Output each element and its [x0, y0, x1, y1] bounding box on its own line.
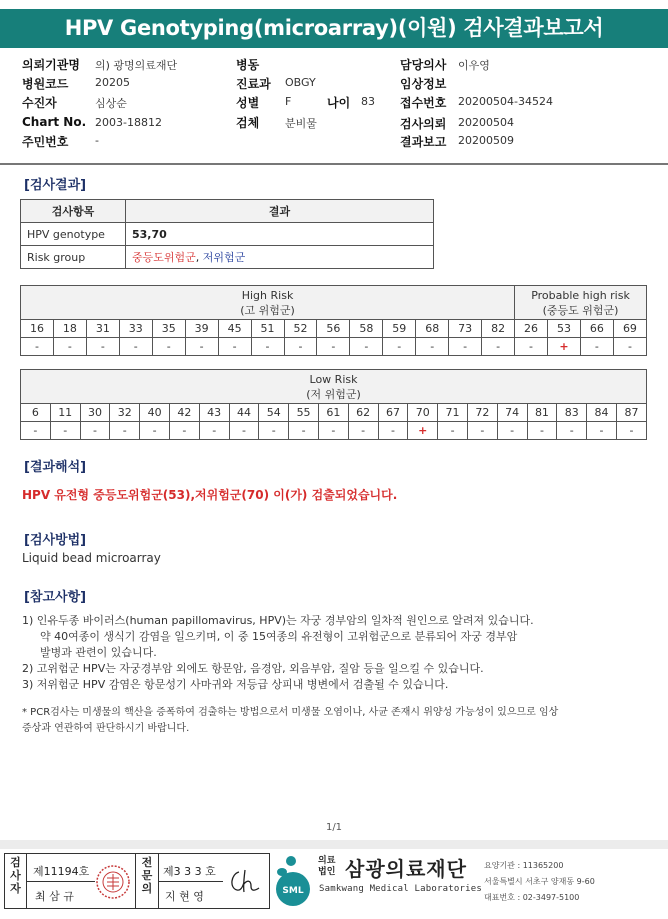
- patient-value: 심상순: [95, 97, 127, 110]
- genotype-result-cell: -: [259, 422, 289, 440]
- genotype-result-cell: -: [348, 422, 378, 440]
- doctor-value: 이우영: [458, 59, 490, 72]
- genotype-result-cell: -: [587, 422, 617, 440]
- genotype-type-cell: 61: [318, 404, 348, 422]
- genotype-result-cell: -: [613, 338, 646, 356]
- genotype-result-cell: -: [527, 422, 557, 440]
- genotype-result-cell: +: [548, 338, 581, 356]
- request-label: 검사의뢰: [400, 117, 447, 131]
- genotype-type-cell: 40: [140, 404, 170, 422]
- age-label: 나이: [327, 96, 351, 110]
- resident-no-value: -: [95, 134, 99, 147]
- examiner-name: 최 삼 규: [35, 890, 74, 903]
- genotype-type-cell: 16: [21, 320, 54, 338]
- high-risk-result-row: [21, 338, 647, 356]
- examiner-label: [5, 854, 27, 908]
- institution-label: 의뢰기관명: [22, 58, 80, 72]
- genotype-type-cell: 52: [284, 320, 317, 338]
- genotype-result-cell: -: [284, 338, 317, 356]
- genotype-type-cell: 51: [251, 320, 284, 338]
- organization-name: 삼광의료재단: [345, 857, 467, 881]
- specialist-label-text: 전문의: [141, 856, 153, 895]
- genotype-result-cell: -: [378, 422, 408, 440]
- method-text: Liquid bead microarray: [22, 551, 161, 565]
- high-risk-genotype-table: [20, 285, 647, 356]
- low-risk-result-row: [21, 422, 647, 440]
- result-table: [20, 199, 434, 269]
- report-label: 결과보고: [400, 135, 447, 149]
- ward-label: 병동: [236, 58, 260, 72]
- genotype-type-cell: 71: [438, 404, 468, 422]
- notes-list: [22, 613, 652, 693]
- specimen-label: 검체: [236, 116, 260, 130]
- dept-value: OBGY: [285, 76, 316, 89]
- genotype-type-cell: 73: [449, 320, 482, 338]
- genotype-type-cell: 53: [548, 320, 581, 338]
- receipt-label: 접수번호: [400, 96, 447, 110]
- high-risk-header-ko: (고 위험군): [240, 303, 295, 317]
- genotype-type-cell: 54: [259, 404, 289, 422]
- institution-no: 요양기관 : 11365200: [484, 861, 564, 870]
- genotype-type-cell: 44: [229, 404, 259, 422]
- genotype-result-cell: -: [497, 422, 527, 440]
- sex-value: F: [285, 95, 292, 108]
- chart-no-value: 2003-18812: [95, 116, 162, 129]
- genotype-result-cell: -: [557, 422, 587, 440]
- resident-no-label: 주민번호: [22, 135, 69, 149]
- organization-name-en: Samkwang Medical Laboratories: [319, 884, 482, 894]
- result-section-title: [검사결과]: [24, 178, 87, 193]
- genotype-type-cell: 72: [467, 404, 497, 422]
- low-risk-type-row: [21, 404, 647, 422]
- note-1: 1) 인유두종 바이러스(human papillomavirus, HPV)는 자궁 경부암의 일차적 원인으로 알려져 있습니다.: [22, 614, 534, 627]
- specimen-value: 분비물: [285, 117, 317, 130]
- high-risk-header-en: High Risk: [241, 288, 294, 302]
- institution-value: 의) 광명의료재단: [95, 59, 178, 72]
- genotype-result-cell: -: [317, 338, 350, 356]
- low-risk-header: [21, 370, 647, 404]
- genotype-type-cell: 18: [53, 320, 86, 338]
- table-row: [21, 246, 434, 269]
- genotype-result-cell: -: [318, 422, 348, 440]
- pcr-note-line: 증상과 연관하여 판단하시기 바랍니다.: [22, 723, 190, 734]
- probable-header: [515, 286, 647, 320]
- genotype-type-cell: 83: [557, 404, 587, 422]
- genotype-result-cell: -: [251, 338, 284, 356]
- genotype-result-cell: -: [86, 338, 119, 356]
- genotype-type-cell: 35: [152, 320, 185, 338]
- clinical-label: 임상정보: [400, 77, 447, 91]
- chart-no-label: Chart No.: [22, 115, 87, 129]
- genotype-type-cell: 42: [169, 404, 199, 422]
- genotype-type-cell: 70: [408, 404, 438, 422]
- sml-logo-icon: [272, 853, 316, 909]
- interpretation-section-title: [결과해석]: [24, 460, 87, 475]
- genotype-type-cell: 81: [527, 404, 557, 422]
- genotype-result-cell: -: [21, 338, 54, 356]
- genotype-result-cell: -: [119, 338, 152, 356]
- age-value: 83: [361, 95, 375, 108]
- risk-group-label: Risk group: [21, 246, 126, 269]
- patient-info: [22, 56, 662, 156]
- legal-entity-label: [318, 856, 335, 878]
- divider: [159, 881, 223, 882]
- signature-box: [4, 853, 270, 909]
- specialist-name: 지 현 영: [165, 890, 204, 903]
- genotype-type-cell: 62: [348, 404, 378, 422]
- pcr-note: [22, 705, 642, 737]
- genotype-result-cell: -: [467, 422, 497, 440]
- genotype-result-cell: -: [416, 338, 449, 356]
- genotype-type-cell: 84: [587, 404, 617, 422]
- doctor-label: 담당의사: [400, 58, 447, 72]
- divider: [27, 881, 95, 882]
- organization-phone: 대표번호 : 02-3497-5100: [484, 893, 580, 902]
- risk-low: 저위험군: [202, 251, 246, 264]
- genotype-result-cell: -: [515, 338, 548, 356]
- header-divider: [0, 163, 668, 165]
- examiner-license: 제11194호: [33, 865, 90, 878]
- risk-separator: ,: [195, 251, 203, 264]
- genotype-type-cell: 43: [199, 404, 229, 422]
- receipt-value: 20200504-34524: [458, 95, 553, 108]
- genotype-result-cell: -: [449, 338, 482, 356]
- genotype-result-cell: -: [50, 422, 80, 440]
- genotype-result-cell: -: [229, 422, 259, 440]
- genotype-type-cell: 39: [185, 320, 218, 338]
- organization-address: 서울특별시 서초구 양재동 9-60: [484, 877, 595, 886]
- logo-text: SML: [282, 886, 304, 896]
- note-1-cont: 약 40여종이 생식기 감염을 일으키며, 이 중 15여종의 유전형이 고위험군으로 분류되어 자궁 경부암: [40, 630, 518, 643]
- col-item-header: 검사항목: [21, 200, 126, 223]
- legal-label-1: 의료: [318, 856, 336, 866]
- examiner-label-text: 검사자: [10, 856, 21, 895]
- hospital-code-label: 병원코드: [22, 77, 69, 91]
- genotype-type-cell: 69: [613, 320, 646, 338]
- page-number: 1/1: [325, 822, 343, 833]
- interpretation-text: HPV 유전형 중등도위험군(53),저위험군(70) 이(가) 검출되었습니다.: [22, 488, 398, 502]
- genotype-type-cell: 6: [21, 404, 51, 422]
- note-1-cont: 발병과 관련이 있습니다.: [40, 646, 157, 659]
- notes-section-title: [참고사항]: [24, 590, 87, 605]
- report-value: 20200509: [458, 134, 514, 147]
- table-row: [21, 223, 434, 246]
- genotype-type-cell: 11: [50, 404, 80, 422]
- low-risk-header-ko: (저 위험군): [306, 387, 361, 401]
- sex-label: 성별: [236, 96, 260, 110]
- genotype-type-cell: 68: [416, 320, 449, 338]
- col-result-header: 결과: [126, 200, 434, 223]
- genotype-result-cell: -: [140, 422, 170, 440]
- genotype-type-cell: 58: [350, 320, 383, 338]
- legal-label-2: 법인: [318, 867, 336, 877]
- genotype-type-cell: 30: [80, 404, 110, 422]
- genotype-type-cell: 55: [289, 404, 319, 422]
- genotype-result-cell: -: [289, 422, 319, 440]
- genotype-value: 53,70: [126, 223, 434, 246]
- examiner-seal-icon: [95, 864, 131, 900]
- probable-header-ko: (중등도 위험군): [542, 303, 619, 317]
- genotype-type-cell: 26: [515, 320, 548, 338]
- pcr-note-line: * PCR검사는 미생물의 핵산을 증폭하여 검출하는 방법으로서 미생물 오염이나, 사균 존재시 위양성 가능성이 있으므로 임상: [22, 707, 559, 718]
- specialist-label: [135, 854, 159, 908]
- request-value: 20200504: [458, 116, 514, 129]
- patient-label: 수진자: [22, 96, 57, 110]
- report-title: HPV Genotyping(microarray)(이원) 검사결과보고서: [0, 9, 668, 48]
- genotype-result-cell: -: [53, 338, 86, 356]
- specialist-license: 제3 3 3 호: [163, 865, 216, 878]
- genotype-type-cell: 56: [317, 320, 350, 338]
- organization-info: [484, 858, 595, 906]
- genotype-label: HPV genotype: [21, 223, 126, 246]
- genotype-type-cell: 32: [110, 404, 140, 422]
- low-risk-genotype-table: [20, 369, 647, 440]
- footer-divider: [0, 840, 668, 849]
- specialist-signature-icon: [227, 866, 265, 898]
- genotype-result-cell: -: [218, 338, 251, 356]
- genotype-result-cell: -: [383, 338, 416, 356]
- genotype-type-cell: 31: [86, 320, 119, 338]
- genotype-result-cell: -: [110, 422, 140, 440]
- genotype-type-cell: 82: [482, 320, 515, 338]
- dept-label: 진료과: [236, 77, 271, 91]
- probable-header-en: Probable high risk: [531, 288, 630, 302]
- genotype-result-cell: +: [408, 422, 438, 440]
- genotype-result-cell: -: [80, 422, 110, 440]
- note-2: 2) 고위험군 HPV는 자궁경부암 외에도 항문암, 음경암, 외음부암, 질암 등을 일으킬 수 있습니다.: [22, 662, 484, 675]
- high-risk-header: [21, 286, 515, 320]
- genotype-type-cell: 87: [616, 404, 646, 422]
- genotype-result-cell: -: [580, 338, 613, 356]
- genotype-result-cell: -: [438, 422, 468, 440]
- method-section-title: [검사방법]: [24, 533, 87, 548]
- hospital-code-value: 20205: [95, 76, 130, 89]
- genotype-result-cell: -: [199, 422, 229, 440]
- risk-group-value: [126, 246, 434, 269]
- genotype-type-cell: 33: [119, 320, 152, 338]
- genotype-result-cell: -: [21, 422, 51, 440]
- risk-mid: 중등도위험군: [132, 251, 196, 264]
- genotype-type-cell: 67: [378, 404, 408, 422]
- genotype-result-cell: -: [482, 338, 515, 356]
- genotype-result-cell: -: [152, 338, 185, 356]
- genotype-result-cell: -: [169, 422, 199, 440]
- low-risk-header-en: Low Risk: [309, 372, 358, 386]
- genotype-result-cell: -: [350, 338, 383, 356]
- genotype-result-cell: -: [616, 422, 646, 440]
- genotype-type-cell: 59: [383, 320, 416, 338]
- genotype-type-cell: 74: [497, 404, 527, 422]
- genotype-type-cell: 45: [218, 320, 251, 338]
- genotype-result-cell: -: [185, 338, 218, 356]
- note-3: 3) 저위험군 HPV 감염은 항문성기 사마귀와 저등급 상피내 병변에서 검출될 수 있습니다.: [22, 678, 449, 691]
- genotype-type-cell: 66: [580, 320, 613, 338]
- high-risk-type-row: [21, 320, 647, 338]
